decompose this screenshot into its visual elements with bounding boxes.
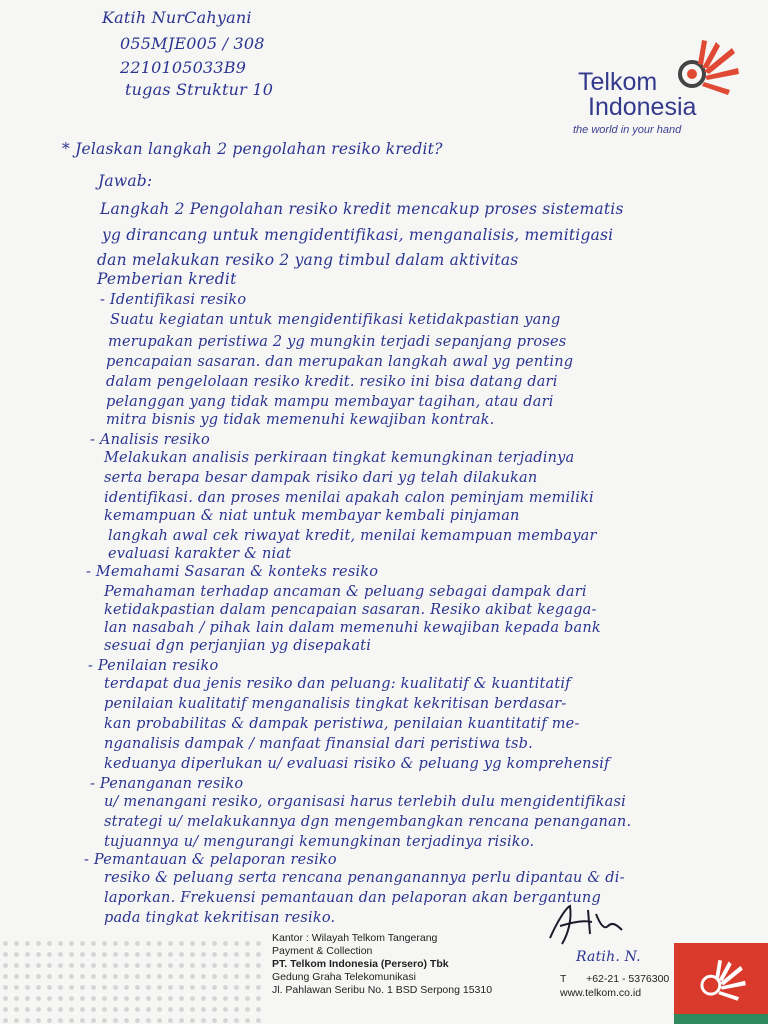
section-heading: - Analisis resiko [90, 432, 210, 448]
body-line: resiko & peluang serta rencana penanganannya perlu dipantau & di- [104, 870, 625, 886]
body-line: Pemberian kredit [97, 270, 237, 288]
body-line: evaluasi karakter & niat [108, 546, 292, 562]
body-line: tujuannya u/ mengurangi kemungkinan terjadinya risiko. [104, 834, 535, 850]
body-line: nganalisis dampak / manfaat finansial dari peristiwa tsb. [104, 736, 533, 752]
section-heading: - Penanganan resiko [90, 776, 244, 792]
student-id: 055MJE005 / 308 [120, 34, 265, 53]
body-line: identifikasi. dan proses menilai apakah calon peminjam memiliki [104, 490, 594, 506]
section-heading: - Identifikasi resiko [100, 292, 247, 308]
hand-logo-icon [696, 955, 748, 1005]
phone-label: T [560, 973, 567, 985]
phone-row [560, 972, 669, 986]
dot-pattern [0, 938, 262, 1024]
body-line: kemampuan & niat untuk membayar kembali pinjaman [104, 508, 520, 524]
address: Jl. Pahlawan Seribu No. 1 BSD Serpong 15310 [272, 984, 493, 996]
section-heading: - Pemantauan & pelaporan resiko [84, 852, 337, 868]
contact-info [560, 972, 669, 1000]
body-line: pelanggan yang tidak mampu membayar tagihan, atau dari [106, 394, 554, 410]
body-line: penilaian kualitatif menganalisis tingkat kekritisan berdasar- [104, 696, 567, 712]
student-name: Katih NurCahyani [102, 8, 252, 27]
footer-green-strip [674, 1014, 768, 1024]
body-line: yg dirancang untuk mengidentifikasi, menganalisis, memitigasi [102, 226, 614, 244]
body-line: Pemahaman terhadap ancaman & peluang sebagai dampak dari [104, 584, 587, 600]
section-heading: - Penilaian resiko [88, 658, 219, 674]
body-line: terdapat dua jenis resiko dan peluang: kualitatif & kuantitatif [104, 676, 571, 692]
phone-number: +62-21 - 5376300 [586, 973, 670, 985]
body-line: laporkan. Frekuensi pemantauan dan pelaporan akan bergantung [104, 890, 601, 906]
answer-label: Jawab: [98, 172, 153, 190]
body-line: serta berapa besar dampak risiko dari yg telah dilakukan [104, 470, 538, 486]
body-line: keduanya diperlukan u/ evaluasi risiko & peluang yg komprehensif [104, 756, 610, 772]
website[interactable]: www.telkom.co.id [560, 987, 642, 999]
logo-tagline: the world in your hand [573, 124, 682, 136]
assignment-title: tugas Struktur 10 [125, 80, 274, 99]
body-line: u/ menangani resiko, organisasi harus terlebih dulu mengidentifikasi [104, 794, 626, 810]
body-line: sesuai dgn perjanjian yg disepakati [104, 638, 372, 654]
body-line: ketidakpastian dalam pencapaian sasaran. Resiko akibat kegaga- [104, 602, 597, 618]
body-line: mitra bisnis yg tidak memenuhi kewajiban kontrak. [106, 412, 495, 428]
body-line: dalam pengelolaan resiko kredit. resiko ini bisa datang dari [106, 374, 558, 390]
body-line: Suatu kegiatan untuk mengidentifikasi ketidakpastian yang [110, 312, 561, 328]
body-line: pada tingkat kekritisan resiko. [104, 910, 336, 926]
body-line: merupakan peristiwa 2 yg mungkin terjadi sepanjang proses [108, 334, 567, 350]
body-line: Melakukan analisis perkiraan tingkat kemungkinan terjadinya [104, 450, 575, 466]
footer-logo-box [674, 943, 768, 1024]
student-number: 2210105033B9 [120, 58, 247, 77]
office-label: Kantor : Wilayah Telkom Tangerang [272, 932, 438, 944]
body-line: lan nasabah / pihak lain dalam memenuhi kewajiban kepada bank [104, 620, 601, 636]
body-line: langkah awal cek riwayat kredit, menilai kemampuan membayar [108, 528, 597, 544]
office-unit: Payment & Collection [272, 945, 373, 957]
question: * Jelaskan langkah 2 pengolahan resiko kredit? [62, 140, 443, 158]
office-info [272, 932, 492, 997]
company-name: PT. Telkom Indonesia (Persero) Tbk [272, 958, 449, 970]
hand-logo-icon [672, 38, 742, 96]
logo-line1: Telkom [578, 68, 658, 96]
building-name: Gedung Graha Telekomunikasi [272, 971, 416, 983]
body-line: Langkah 2 Pengolahan resiko kredit mencakup proses sistematis [100, 200, 624, 218]
section-heading: - Memahami Sasaran & konteks resiko [86, 564, 379, 580]
body-line: pencapaian sasaran. dan merupakan langkah awal yg penting [106, 354, 574, 370]
body-line: dan melakukan resiko 2 yang timbul dalam aktivitas [97, 251, 519, 269]
signature-scribble [548, 900, 628, 950]
body-line: strategi u/ melakukannya dgn mengembangkan rencana penanganan. [104, 814, 632, 830]
logo-line2: Indonesia [588, 93, 697, 121]
body-line: kan probabilitas & dampak peristiwa, penilaian kuantitatif me- [104, 716, 580, 732]
signature-name: Ratih. N. [576, 949, 641, 965]
